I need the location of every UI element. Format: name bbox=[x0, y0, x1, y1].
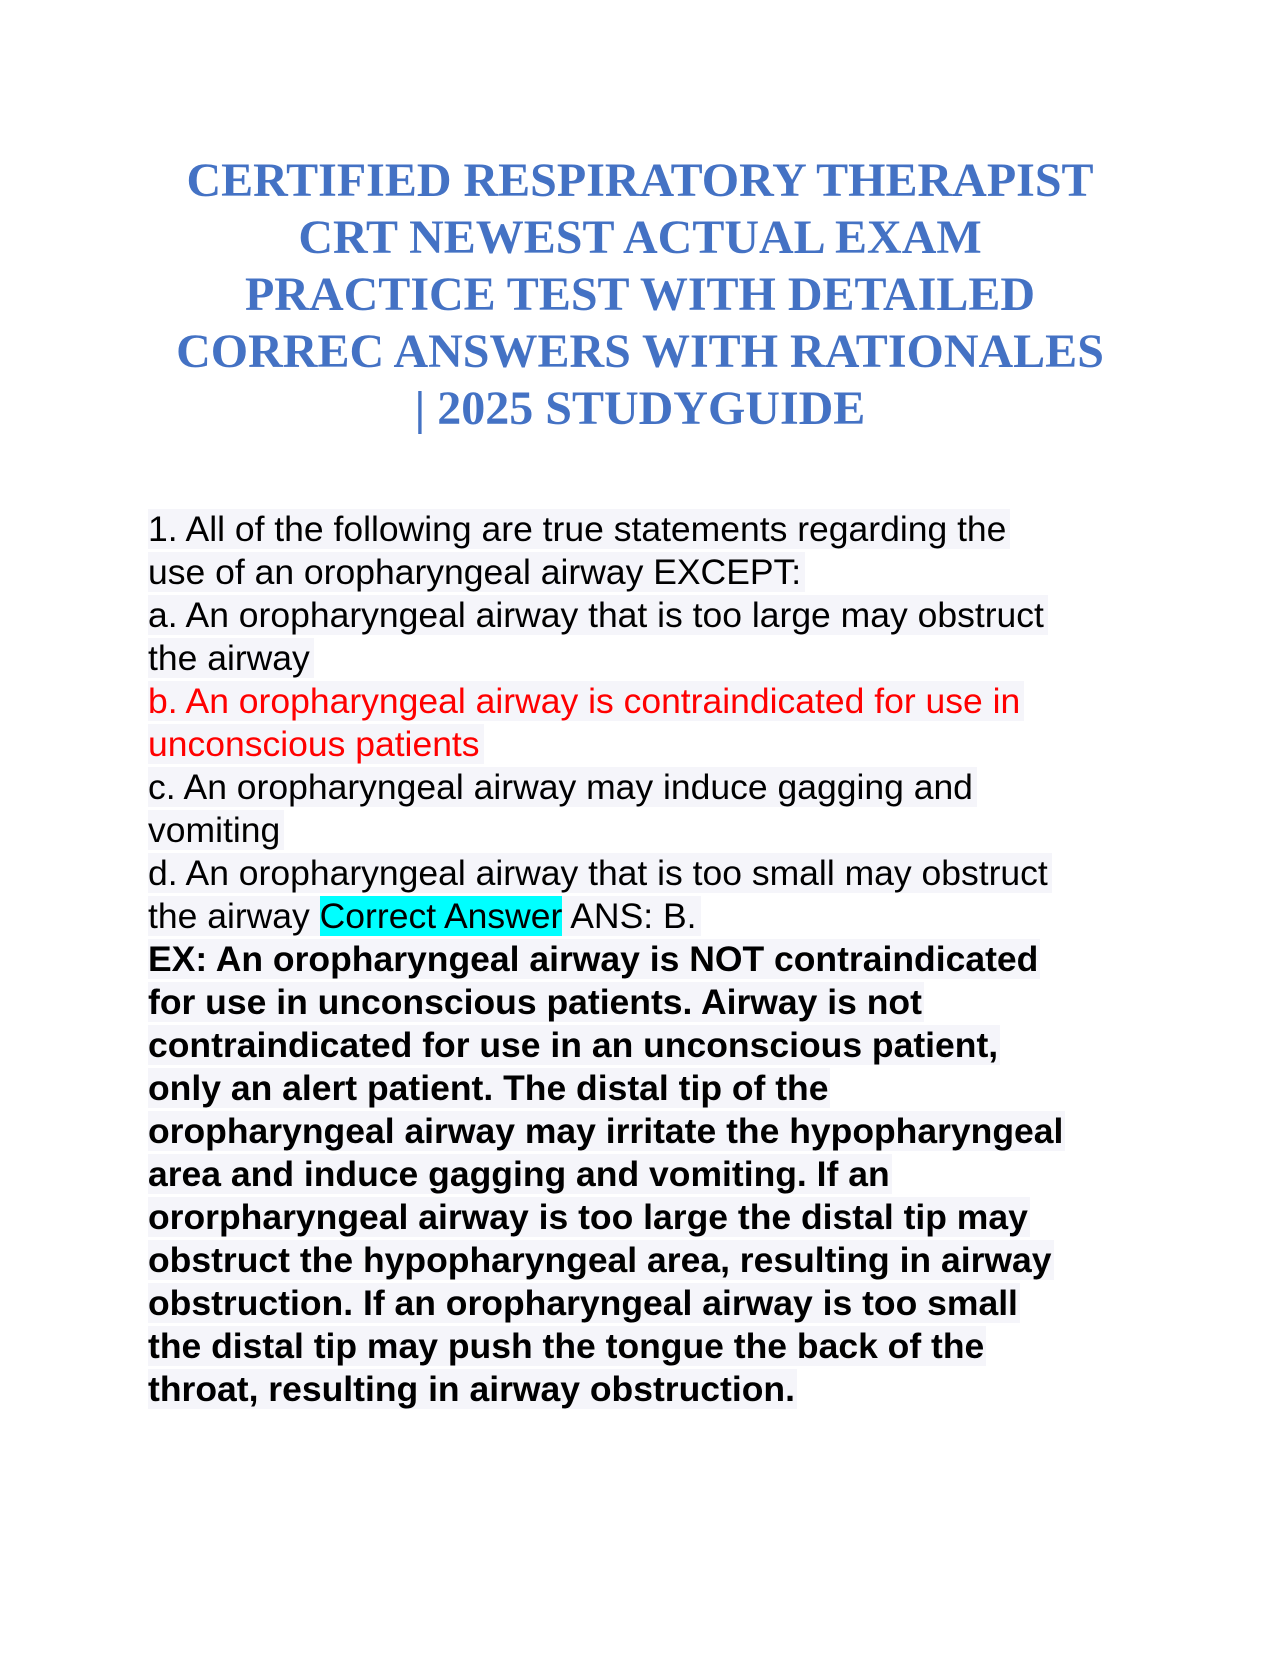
rationale-line: the distal tip may push the tongue the back of the bbox=[148, 1326, 985, 1366]
title-line: PRACTICE TEST WITH DETAILED bbox=[244, 268, 1036, 321]
option-d-line: the airway bbox=[148, 896, 320, 936]
option-c-line: vomiting bbox=[148, 810, 284, 850]
option-a-line: the airway bbox=[148, 638, 314, 678]
correct-answer-label: Correct Answer bbox=[319, 896, 563, 936]
option-b-line: b. An oropharyngeal airway is contraindicated for use in bbox=[148, 681, 1024, 721]
title-line: | 2025 STUDYGUIDE bbox=[414, 382, 866, 435]
option-a bbox=[148, 594, 1148, 680]
question-stem bbox=[148, 508, 1148, 594]
option-b-line: unconscious patients bbox=[148, 724, 484, 764]
option-c-line: c. An oropharyngeal airway may induce gagging and bbox=[148, 767, 977, 807]
rationale-line: throat, resulting in airway obstruction. bbox=[148, 1369, 795, 1409]
rationale-line: ororpharyngeal airway is too large the distal tip may bbox=[148, 1197, 1028, 1237]
stem-line: use of an oropharyngeal airway EXCEPT: bbox=[148, 552, 805, 592]
rationale-line: EX: An oropharyngeal airway is NOT contraindicated bbox=[148, 939, 1039, 979]
question-block bbox=[148, 508, 1148, 1411]
stem-line: 1. All of the following are true statements regarding the bbox=[148, 509, 1010, 549]
rationale-line: area and induce gagging and vomiting. If an bbox=[148, 1154, 890, 1194]
rationale bbox=[148, 938, 1148, 1411]
title-line: CRT NEWEST ACTUAL EXAM bbox=[298, 211, 982, 264]
rationale-line: oropharyngeal airway may irritate the hypopharyngeal bbox=[148, 1111, 1064, 1151]
option-d bbox=[148, 852, 1148, 938]
rationale-line: only an alert patient. The distal tip of the bbox=[148, 1068, 829, 1108]
title-line: CORREC ANSWERS WITH RATIONALES bbox=[176, 325, 1104, 378]
rationale-line: for use in unconscious patients. Airway is not bbox=[148, 982, 922, 1022]
option-c bbox=[148, 766, 1148, 852]
rationale-line: obstruction. If an oropharyngeal airway is too small bbox=[148, 1283, 1018, 1323]
option-d-line: d. An oropharyngeal airway that is too small may obstruct bbox=[148, 853, 1052, 893]
answer-key: ANS: B. bbox=[562, 896, 697, 936]
option-a-line: a. An oropharyngeal airway that is too large may obstruct bbox=[148, 595, 1048, 635]
title-line: CERTIFIED RESPIRATORY THERAPIST bbox=[186, 154, 1094, 207]
option-b-correct bbox=[148, 680, 1148, 766]
document-title bbox=[140, 152, 1140, 437]
rationale-line: contraindicated for use in an unconscious patient, bbox=[148, 1025, 999, 1065]
rationale-line: obstruct the hypopharyngeal area, resulting in airway bbox=[148, 1240, 1052, 1280]
